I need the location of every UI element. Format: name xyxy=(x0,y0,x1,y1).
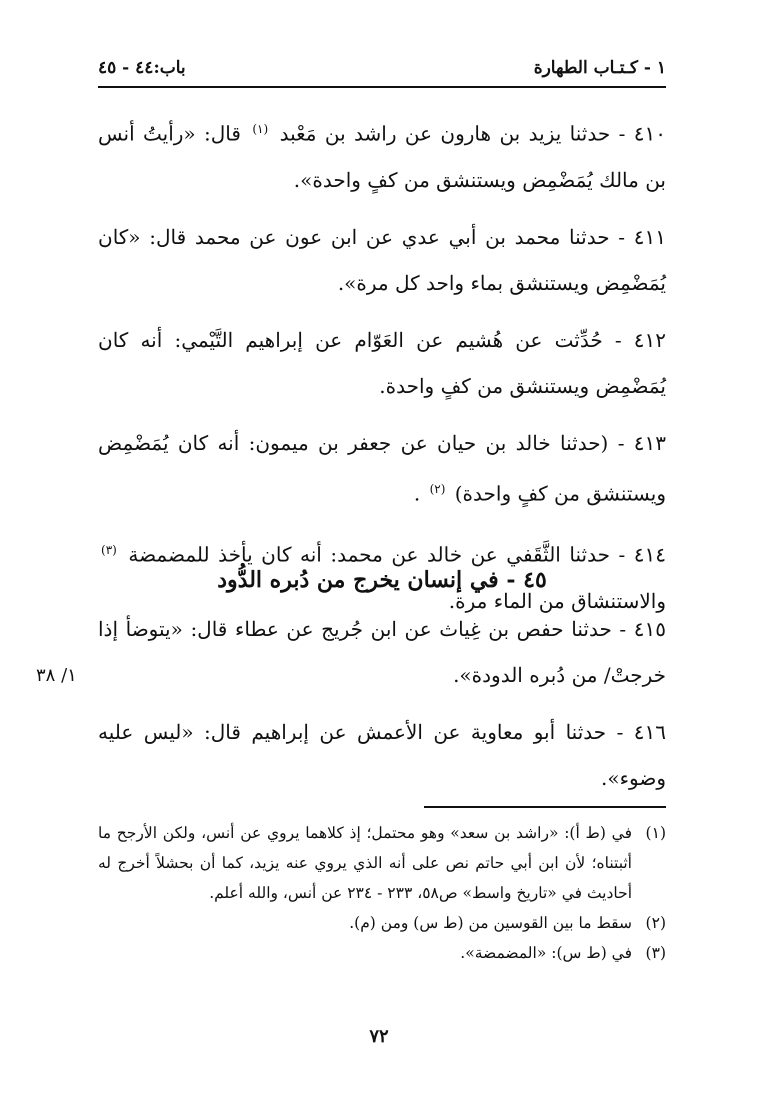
footnotes xyxy=(98,818,666,968)
page-number: ٧٢ xyxy=(369,1026,389,1047)
hadith-text: حدثنا حفص بن غِياث عن ابن جُريج عن عطاء قال: «يتوضأ إذا خرجتْ/ من دُبره الدودة». xyxy=(98,617,666,687)
hadith-415 xyxy=(98,606,666,698)
hadith-text: حُدِّثت عن هُشيم عن العَوّام عن إبراهيم التَّيْمي: أنه كان يُمَضْمِض ويستنشق من كفٍ واحدة. xyxy=(98,327,666,398)
hadith-text: حدثنا يزيد بن هارون عن راشد بن مَعْبد xyxy=(279,121,611,146)
footnote-3 xyxy=(98,938,666,968)
hadith-412 xyxy=(98,317,666,409)
manuscript-margin-note: ١/ ٣٨ xyxy=(36,665,77,686)
hadith-text: . xyxy=(413,481,421,506)
footnote-text: في (ط س): «المضمضة». xyxy=(460,944,632,962)
footnote-2 xyxy=(98,908,666,938)
footnote-text: سقط ما بين القوسين من (ط س) ومن (م). xyxy=(349,914,632,932)
footnote-ref: (١) xyxy=(252,122,269,136)
section-heading: ٤٥ - في إنسان يخرج من دُبره الدُّود xyxy=(217,567,547,593)
hadith-text: (حدثنا خالد بن حيان عن جعفر بن ميمون: أنه كان يُمَضْمِض ويستنشق من كفٍ واحدة) xyxy=(98,430,666,506)
hadith-text: حدثنا أبو معاوية عن الأعمش عن إبراهيم قال: «ليس عليه وضوء». xyxy=(98,720,666,790)
footnote-divider xyxy=(424,806,666,808)
footnote-1 xyxy=(98,818,666,908)
running-header xyxy=(98,50,666,88)
hadith-text: حدثنا الثَّقَفي عن خالد عن محمد: أنه كان يأخذ للمضمضة xyxy=(128,542,610,567)
hadith-text: قال: «رأيتُ أنس بن مالك يُمَضْمِض ويستنشق من كفٍ واحدة». xyxy=(98,121,666,192)
hadith-block-a xyxy=(98,106,666,635)
footnote-text: في (ط أ): «راشد بن سعد» وهو محتمل؛ إذ كلاهما يروي عن أنس، ولكن الأرجح ما أثبتناه؛ لأن ابن أبي حاتم نص على أنه الذي يروي عنه يزيد، كما أن بحشلاً أخرج له أحاديث في «تاريخ واسط» ص٥٨، ٢٣٣ - ٢٣٤ عن أنس، والله أعلم. xyxy=(98,824,632,902)
footnote-ref: (٢) xyxy=(429,481,446,496)
hadith-416 xyxy=(98,709,666,801)
footnote-number: (٢) xyxy=(645,914,666,932)
hadith-number: ٤١٥ - xyxy=(619,617,666,641)
hadith-number: ٤١٣ - xyxy=(617,430,666,455)
hadith-number: ٤١٢ - xyxy=(614,327,666,352)
footnote-ref: (٣) xyxy=(101,543,117,558)
chapter-title: ١ - كـتـاب الطهارة xyxy=(533,58,666,78)
footnote-number: (١) xyxy=(645,824,666,842)
hadith-number: ٤١٠ - xyxy=(618,121,666,146)
hadith-number: ٤١٦ - xyxy=(616,720,666,744)
hadith-block-b xyxy=(98,606,666,812)
hadith-number: ٤١١ - xyxy=(618,224,666,249)
hadith-411 xyxy=(98,214,666,306)
hadith-text: حدثنا محمد بن أبي عدي عن ابن عون عن محمد قال: «كان يُمَضْمِض ويستنشق بماء واحد كل مرة». xyxy=(98,224,666,295)
hadith-413 xyxy=(98,420,666,517)
section-range: باب:٤٤ - ٤٥ xyxy=(98,58,186,78)
hadith-text: والاستنشاق من الماء مرة. xyxy=(448,588,666,613)
hadith-410 xyxy=(98,106,666,203)
hadith-number: ٤١٤ - xyxy=(618,542,667,567)
footnote-number: (٣) xyxy=(645,944,666,962)
